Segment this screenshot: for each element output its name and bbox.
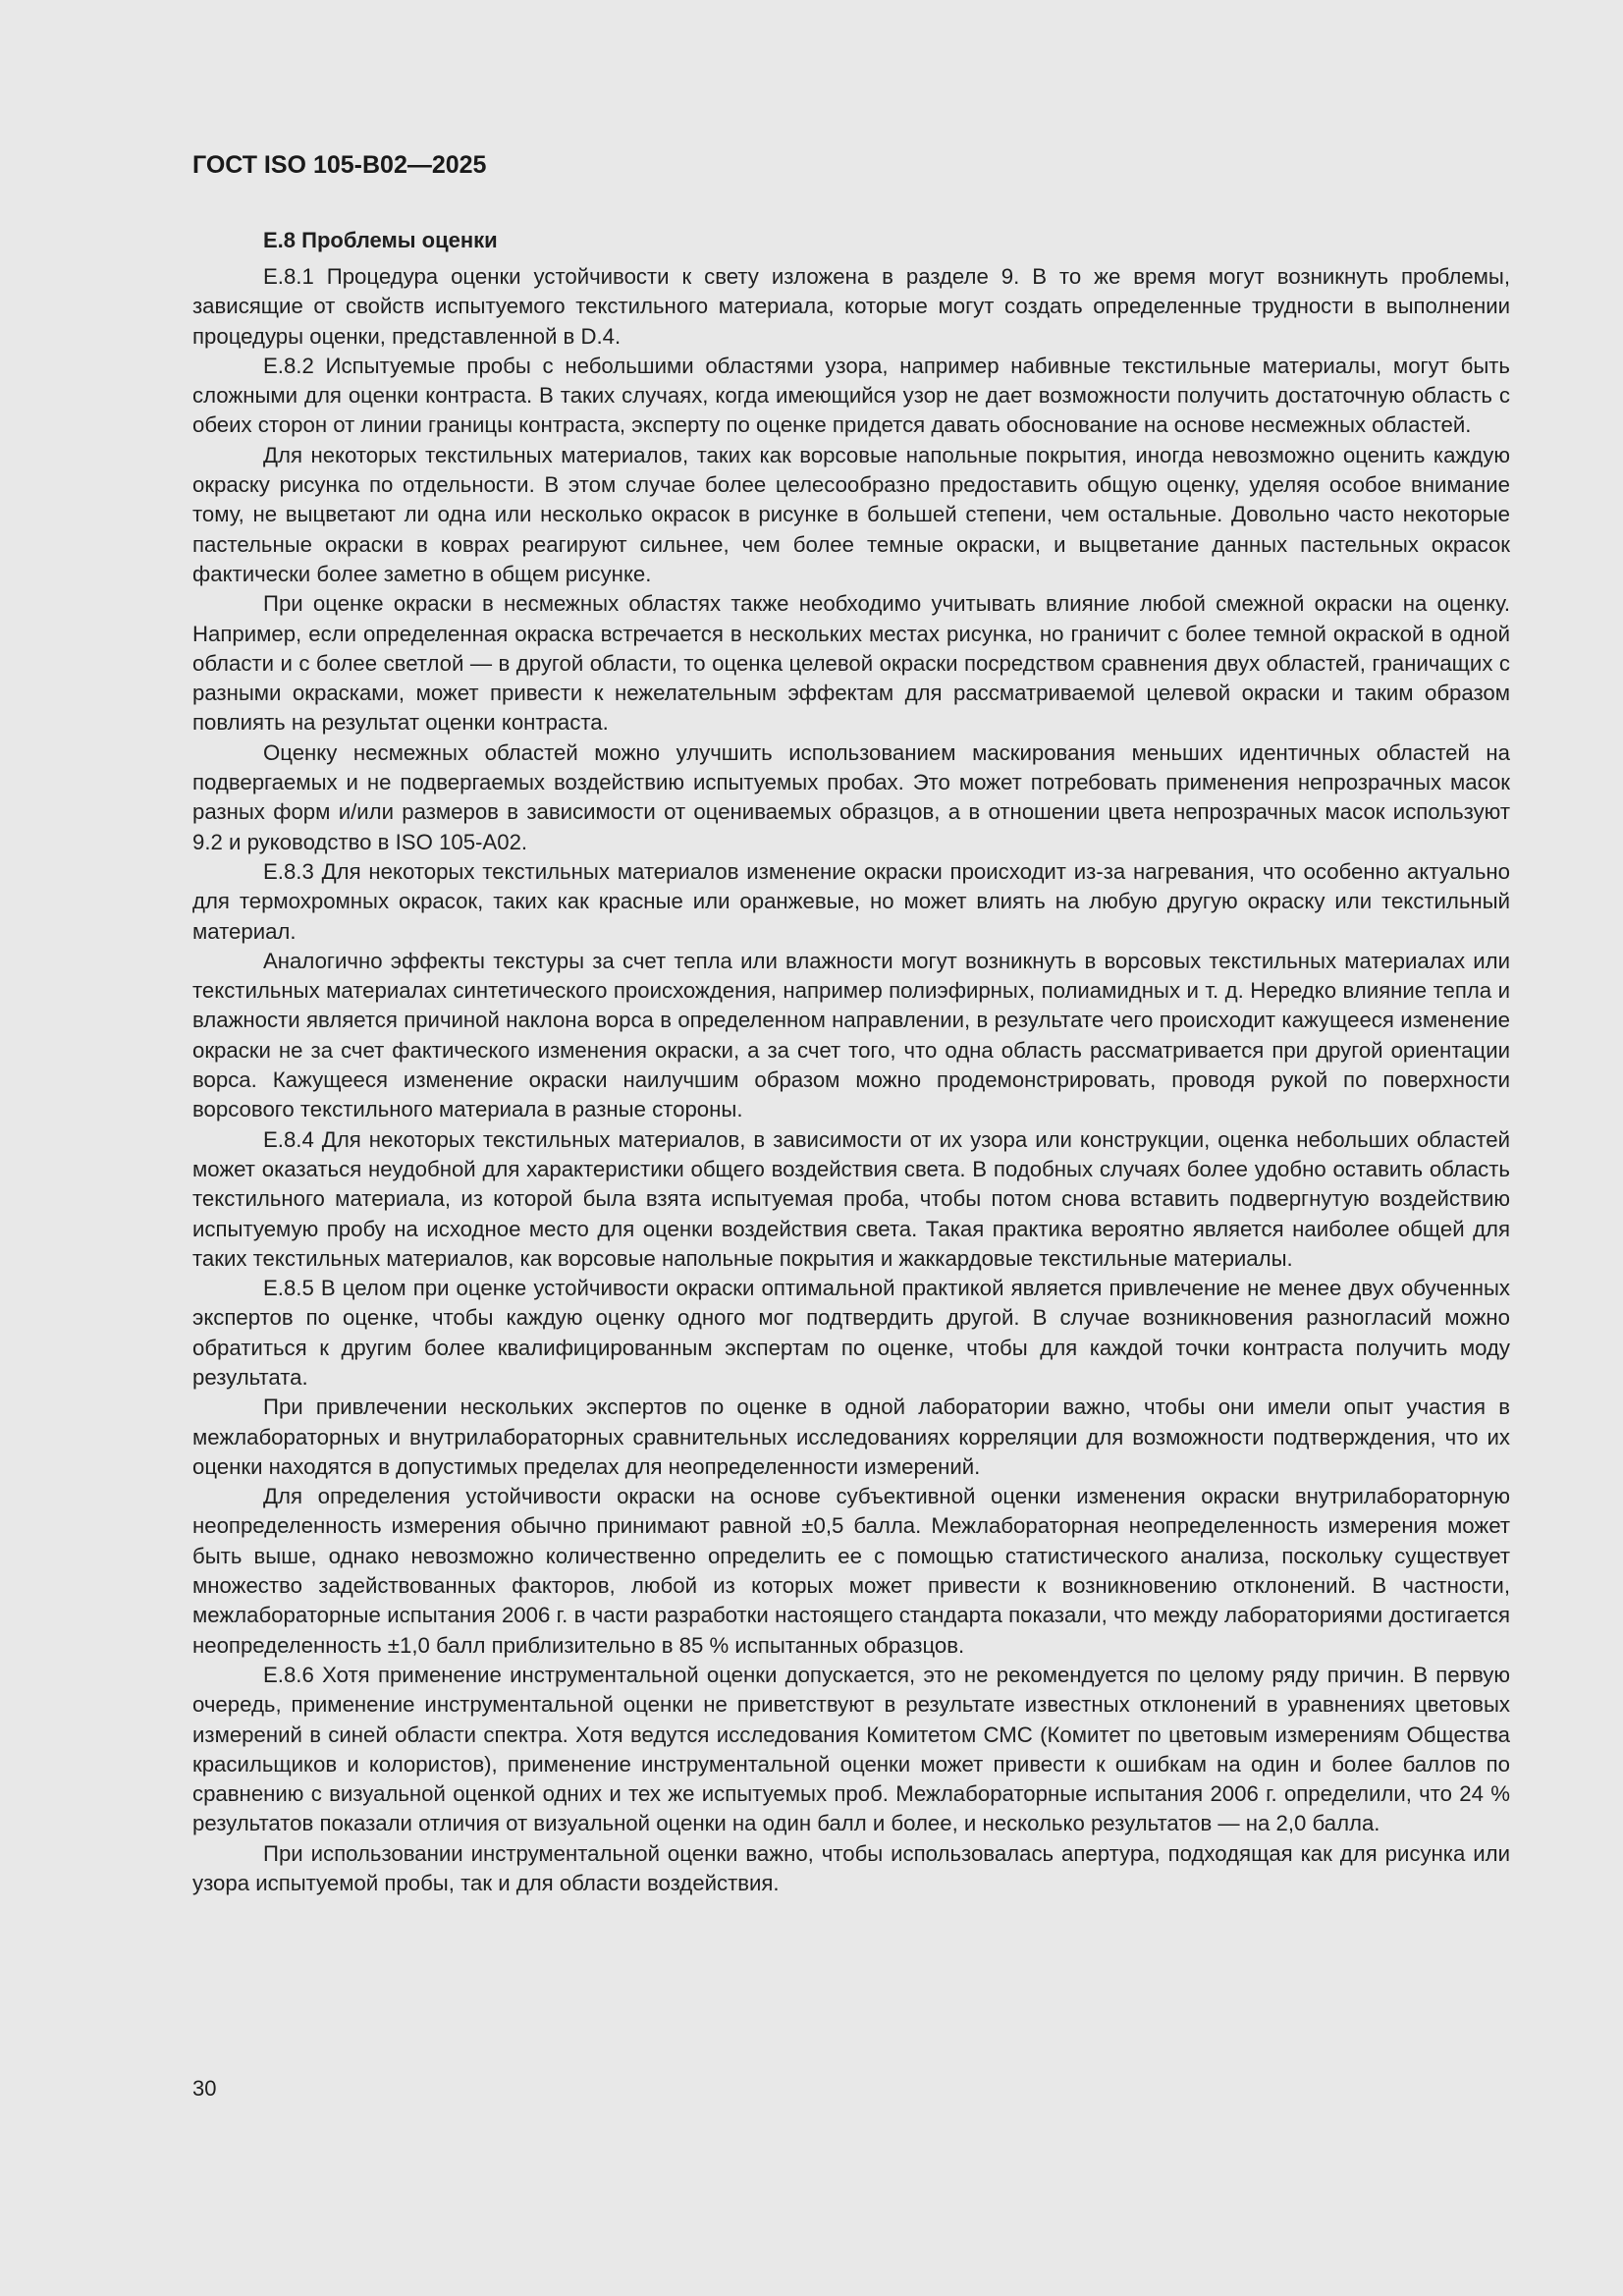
section-title: Е.8 Проблемы оценки (263, 228, 498, 252)
paragraph: При использовании инструментальной оценки важно, чтобы использовалась апертура, подходящая как для рисунка или узора испытуемой пробы, так и для области воздействия. (192, 1840, 1510, 1896)
document-page (192, 147, 1510, 1896)
paragraph: При привлечении нескольких экспертов по оценке в одной лаборатории важно, чтобы они имели опыт участия в межлабораторных и внутрилабораторных сравнительных исследованиях корреляции для возможности подтверждения, что их оценки находятся в допустимых пределах для неопределенности измерений. (192, 1394, 1510, 1479)
paragraph-e84: Е.8.4 Для некоторых текстильных материалов, в зависимости от их узора или конструкции, оценка небольших областей может оказаться неудобной для характеристики общего воздействия света. В подобных случаях более удобно оставить область текстильного материала, из которой была взята испытуемая проба, чтобы потом снова вставить подвергнутую воздействию испытуемую пробу на исходное место для оценки воздействия света. Такая практика вероятно является наиболее общей для таких текстильных материалов, как ворсовые напольные покрытия и жаккардовые текстильные материалы. (192, 1126, 1510, 1271)
paragraph: Для определения устойчивости окраски на основе субъективной оценки изменения окраски внутрилабораторную неопределенность измерения обычно принимают равной ±0,5 балла. Межлабораторная неопределенность измерения может быть выше, однако невозможно количественно определить ее с помощью статистического анализа, поскольку существует множество задействованных факторов, любой из которых может привести к возникновению отклонений. В частности, межлабораторные испытания 2006 г. в части разработки настоящего стандарта показали, что между лабораториями достигается неопределенность ±1,0 балл приблизительно в 85 % испытанных образцов. (192, 1484, 1510, 1658)
section-body (192, 262, 1510, 1898)
paragraph-e86: Е.8.6 Хотя применение инструментальной оценки допускается, это не рекомендуется по целому ряду причин. В первую очередь, применение инструментальной оценки не приветствуют в результате известных отклонений в уравнениях цветовых измерений в синей области спектра. Хотя ведутся исследования Комитетом СМС (Комитет по цветовым измерениям Общества красильщиков и колористов), применение инструментальной оценки может привести к ошибкам на один и более баллов по сравнению с визуальной оценкой одних и тех же испытуемых проб. Межлабораторные испытания 2006 г. определили, что 24 % результатов показали отличия от визуальной оценки на один балл и более, и несколько результатов — на 2,0 балла. (192, 1662, 1510, 1836)
document-header: ГОСТ ISO 105-B02—2025 (192, 151, 487, 179)
paragraph: Оценку несмежных областей можно улучшить использованием маскирования меньших идентичных областей на подвергаемых и не подвергаемых воздействию испытуемых пробах. Это может потребовать применения непрозрачных масок разных форм и/или размеров в зависимости от оцениваемых образцов, а в отношении цвета непрозрачных масок используют 9.2 и руководство в ISO 105-A02. (192, 739, 1510, 854)
paragraph: Аналогично эффекты текстуры за счет тепла или влажности могут возникнуть в ворсовых текстильных материалах или текстильных материалах синтетического происхождения, например полиэфирных, полиамидных и т. д. Нередко влияние тепла и влажности является причиной наклона ворса в определенном направлении, в результате чего происходит кажущееся изменение окраски не за счет фактического изменения окраски, а за счет того, что одна область рассматривается при другой ориентации ворса. Кажущееся изменение окраски наилучшим образом можно продемонстрировать, проводя рукой по поверхности ворсового текстильного материала в разные стороны. (192, 948, 1510, 1122)
paragraph-e81: Е.8.1 Процедура оценки устойчивости к свету изложена в разделе 9. В то же время могут возникнуть проблемы, зависящие от свойств испытуемого текстильного материала, которые могут создать определенные трудности в выполнении процедуры оценки, представленной в D.4. (192, 264, 1510, 349)
paragraph: Для некоторых текстильных материалов, таких как ворсовые напольные покрытия, иногда невозможно оценить каждую окраску рисунка по отдельности. В этом случае более целесообразно предоставить общую оценку, уделяя особое внимание тому, не выцветают ли одна или несколько окрасок в рисунке в большей степени, чем остальные. Довольно часто некоторые пастельные окраски в коврах реагируют сильнее, чем более темные окраски, и выцветание данных пастельных окрасок фактически более заметно в общем рисунке. (192, 442, 1510, 586)
paragraph: При оценке окраски в несмежных областях также необходимо учитывать влияние любой смежной окраски на оценку. Например, если определенная окраска встречается в нескольких местах рисунка, но граничит с более темной окраской в одной области и с более светлой — в другой области, то оценка целевой окраски посредством сравнения двух областей, граничащих с разными окрасками, может привести к нежелательным эффектам для рассматриваемой целевой окраски и таким образом повлиять на результат оценки контраста. (192, 591, 1510, 736)
paragraph-e82: Е.8.2 Испытуемые пробы с небольшими областями узора, например набивные текстильные материалы, могут быть сложными для оценки контраста. В таких случаях, когда имеющийся узор не дает возможности получить достаточную область с обеих сторон от линии границы контраста, эксперту по оценке придется давать обоснование на основе несмежных областей. (192, 353, 1510, 438)
paragraph-e85: Е.8.5 В целом при оценке устойчивости окраски оптимальной практикой является привлечение не менее двух обученных экспертов по оценке, чтобы каждую оценку одного мог подтвердить другой. В случае возникновения разногласий можно обратиться к другим более квалифицированным экспертам по оценке, чтобы для каждой точки контраста получить моду результата. (192, 1276, 1510, 1390)
page-number: 30 (192, 2076, 217, 2101)
paragraph-e83: Е.8.3 Для некоторых текстильных материалов изменение окраски происходит из-за нагревания, что особенно актуально для термохромных окрасок, таких как красные или оранжевые, но может влиять на любую другую окраску или текстильный материал. (192, 858, 1510, 944)
